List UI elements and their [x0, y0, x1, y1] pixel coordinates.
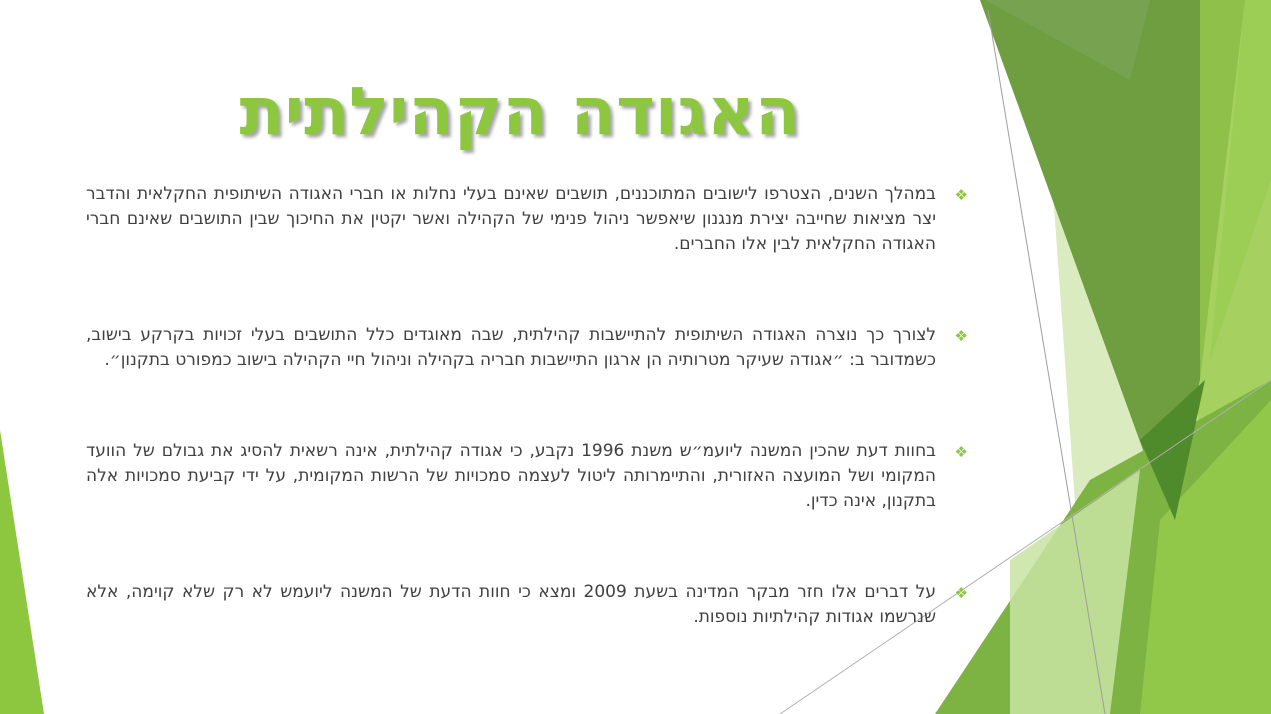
diamond-bullet-icon: ❖: [954, 584, 968, 602]
diamond-bullet-icon: ❖: [954, 327, 968, 345]
paragraph-text-3: בחוות דעת שהכין המשנה ליועמ״ש משנת 1996 נקבע, כי אגודה קהילתית, אינה רשאית להסיג את גבולם של הוועד המקומי ושל המועצה האזורית, והתיימרותה ליטול לעצמה סמכויות של הרשות המקומית, על ידי קביעת סמכויות אלה בתקנון, אינה כדין.: [86, 441, 937, 511]
bullet-paragraph-3: [86, 439, 972, 514]
paragraph-text-4: על דברים אלו חזר מבקר המדינה בשעת 2009 ומצא כי חוות הדעת של המשנה ליועמש לא רק שלא קוימה, אלא שנרשמו אגודות קהילתיות נוספות.: [86, 582, 936, 627]
bullet-paragraph-2: [86, 323, 972, 373]
bullet-list: [86, 182, 972, 630]
paragraph-text-2: לצורך כך נוצרה האגודה השיתופית להתיישבות קהילתית, שבה מאוגדים כלל התושבים בעלי זכויות בקרקע בישוב, כשמדובר ב: ״אגודה שעיקר מטרותיה הן ארגון התיישבות חבריה בקהילה וניהול חיי הקהילה בישוב כמפורט בתקנון״.: [86, 325, 936, 370]
diamond-bullet-icon: ❖: [954, 186, 968, 204]
diamond-bullet-icon: ❖: [954, 443, 968, 461]
left-green-triangle: [0, 430, 44, 714]
bullet-paragraph-4: [86, 580, 972, 630]
slide-title: האגודה הקהילתית: [239, 73, 801, 150]
bullet-paragraph-1: [86, 182, 972, 257]
paragraph-text-1: במהלך השנים, הצטרפו לישובים המתוכננים, תושבים שאינם בעלי נחלות או חברי האגודה השיתופית החקלאית והדבר יצר מציאות שחייבה יצירת מנגנון שיאפשר ניהול פנימי של הקהילה ואשר יקטין את החיכוך שבין התושבים שאינם חברי האגודה החקלאית לבין אלו החברים.: [86, 184, 936, 254]
